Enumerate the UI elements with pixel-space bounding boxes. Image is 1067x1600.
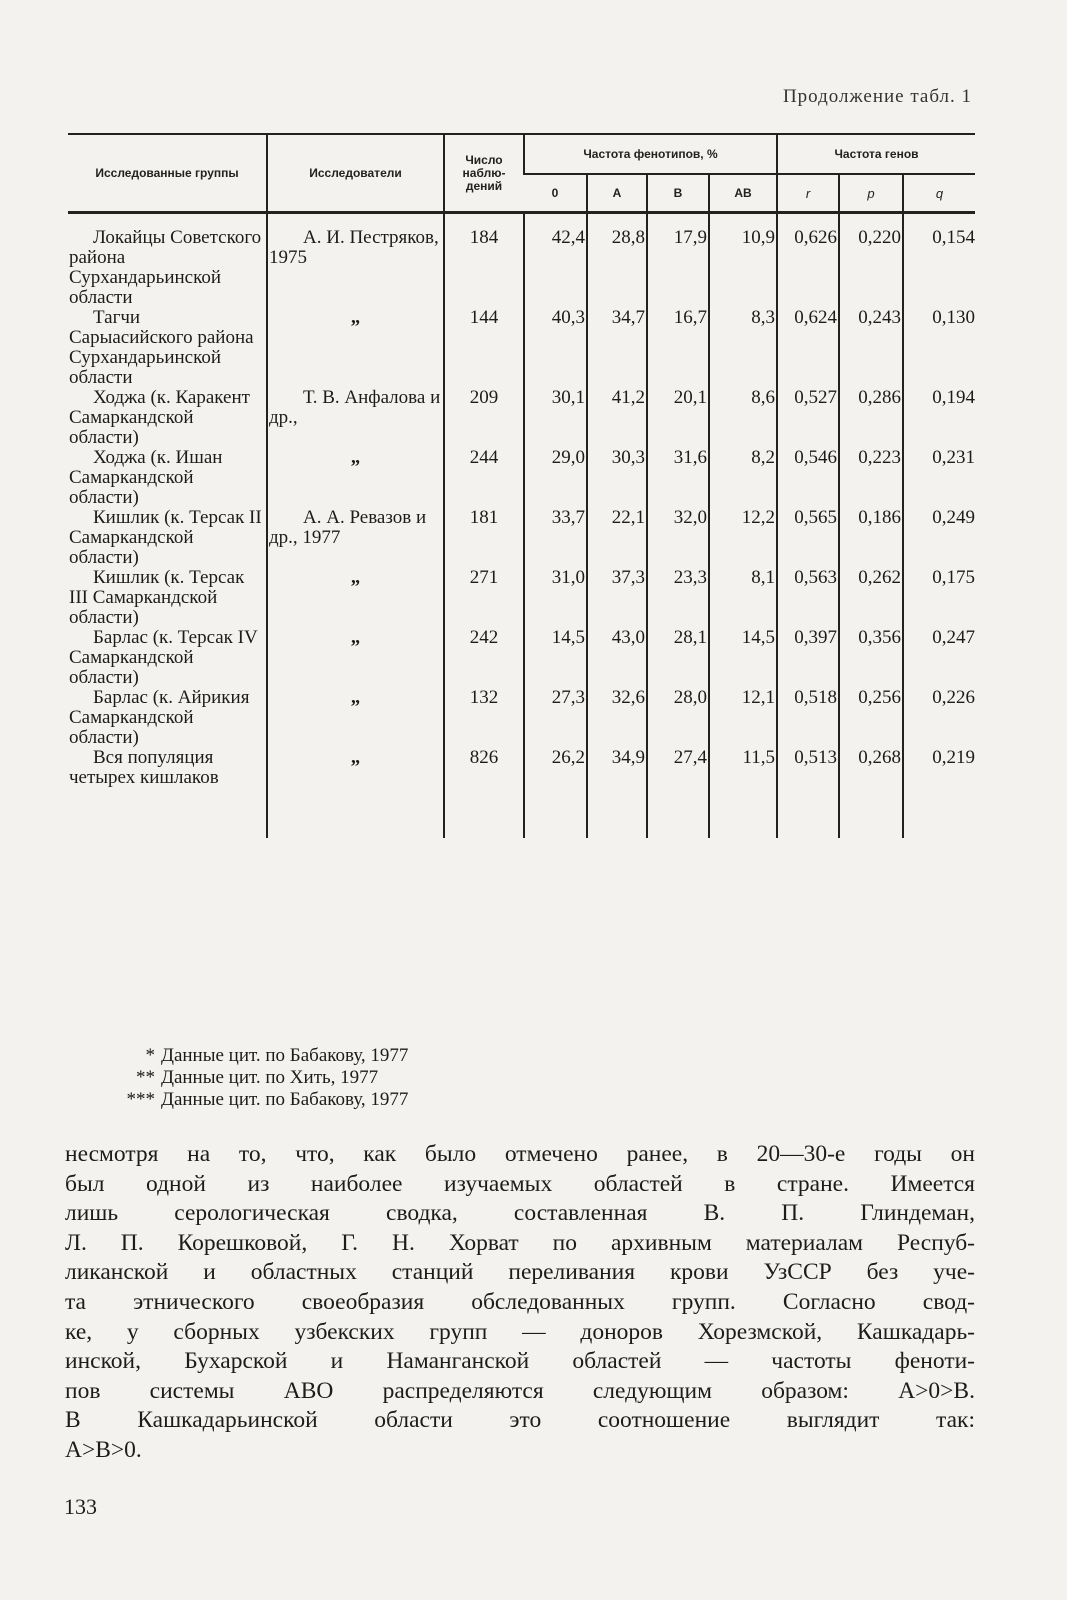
cell-fb: 17,9 (647, 213, 709, 309)
header-phenotype-0: 0 (524, 174, 587, 213)
cell-fa: 28,8 (587, 213, 647, 309)
cell-r: 0,565 (777, 508, 839, 568)
text-line: был одной из наиболее изучаемых областей в стране. Имеется (65, 1170, 975, 1197)
header-phenotype-frequency: Частота фенотипов, % (524, 134, 777, 174)
cell-count: 242 (444, 628, 524, 688)
cell-fa: 34,9 (587, 748, 647, 838)
table-row (68, 688, 975, 748)
cell-f0: 31,0 (524, 568, 587, 628)
cell-author-ditto: „ (267, 628, 444, 688)
cell-r: 0,546 (777, 448, 839, 508)
page-number: 133 (64, 1494, 97, 1519)
cell-fb: 31,6 (647, 448, 709, 508)
header-phenotype-a: А (587, 174, 647, 213)
cell-q: 0,231 (903, 448, 975, 508)
cell-f0: 40,3 (524, 308, 587, 388)
cell-p: 0,243 (839, 308, 903, 388)
cell-f0: 42,4 (524, 213, 587, 309)
cell-q: 0,194 (903, 388, 975, 448)
footnote-text: Данные цит. по Бабакову, 1977 (161, 1045, 409, 1066)
cell-p: 0,223 (839, 448, 903, 508)
cell-fa: 32,6 (587, 688, 647, 748)
cell-fab: 11,5 (709, 748, 777, 838)
cell-p: 0,186 (839, 508, 903, 568)
cell-p: 0,262 (839, 568, 903, 628)
cell-fab: 14,5 (709, 628, 777, 688)
cell-group: Кишлик (к. Терсак II Самаркандской области) (69, 507, 262, 568)
cell-q: 0,247 (903, 628, 975, 688)
cell-count: 132 (444, 688, 524, 748)
cell-group: Барлас (к. Терсак IV Самаркандской области) (69, 627, 258, 688)
table-row (68, 213, 975, 309)
table-row (68, 448, 975, 508)
footnote-text: Данные цит. по Бабакову, 1977 (161, 1089, 409, 1110)
table-row (68, 568, 975, 628)
cell-q: 0,175 (903, 568, 975, 628)
cell-q: 0,226 (903, 688, 975, 748)
cell-fa: 22,1 (587, 508, 647, 568)
cell-p: 0,268 (839, 748, 903, 838)
cell-group: Кишлик (к. Терсак III Самаркандской области) (69, 567, 245, 628)
cell-count: 144 (444, 308, 524, 388)
header-gene-q: q (903, 174, 975, 213)
cell-author-ditto: „ (267, 308, 444, 388)
cell-q: 0,154 (903, 213, 975, 309)
cell-author: А. И. Пестряков, 1975 (267, 213, 444, 309)
cell-r: 0,527 (777, 388, 839, 448)
cell-count: 271 (444, 568, 524, 628)
cell-f0: 14,5 (524, 628, 587, 688)
text-line: пов системы АВО распределяются следующим образом: А>0>В. (65, 1377, 975, 1404)
text-line: та этнического своеобразия обследованных групп. Согласно свод- (65, 1288, 975, 1315)
header-phenotype-b: В (647, 174, 709, 213)
body-paragraph (65, 1140, 975, 1466)
footnote-mark: *** (126, 1089, 155, 1110)
cell-author-ditto: „ (267, 448, 444, 508)
cell-fab: 8,1 (709, 568, 777, 628)
cell-f0: 26,2 (524, 748, 587, 838)
cell-p: 0,286 (839, 388, 903, 448)
cell-author: Т. В. Анфалова и др., (267, 388, 444, 448)
footnote-mark: ** (136, 1067, 155, 1088)
cell-author-ditto: „ (267, 568, 444, 628)
footnote-mark: * (145, 1045, 155, 1066)
cell-r: 0,397 (777, 628, 839, 688)
cell-f0: 29,0 (524, 448, 587, 508)
cell-group: Локайцы Советского района Сурхандарьинской области (69, 227, 262, 308)
cell-group: Барлас (к. Айрикия Самаркандской области) (69, 687, 250, 748)
footnote-text: Данные цит. по Хить, 1977 (161, 1067, 379, 1088)
cell-author: А. А. Ревазов и др., 1977 (267, 508, 444, 568)
cell-fb: 23,3 (647, 568, 709, 628)
cell-fa: 41,2 (587, 388, 647, 448)
blood-group-table (68, 133, 975, 838)
cell-fab: 10,9 (709, 213, 777, 309)
cell-count: 244 (444, 448, 524, 508)
table-row (68, 748, 975, 838)
cell-fa: 34,7 (587, 308, 647, 388)
cell-group: Тагчи Сарыасийского района Сурхандарьинской области (69, 307, 254, 388)
cell-fab: 12,2 (709, 508, 777, 568)
cell-r: 0,624 (777, 308, 839, 388)
cell-group: Вся популяция четырех кишлаков (69, 747, 219, 788)
cell-count: 184 (444, 213, 524, 309)
header-gene-p: p (839, 174, 903, 213)
cell-p: 0,256 (839, 688, 903, 748)
cell-f0: 30,1 (524, 388, 587, 448)
cell-fb: 28,0 (647, 688, 709, 748)
cell-q: 0,219 (903, 748, 975, 838)
text-line: несмотря на то, что, как было отмечено ранее, в 20—30-е годы он (65, 1141, 975, 1167)
cell-fa: 37,3 (587, 568, 647, 628)
cell-r: 0,513 (777, 748, 839, 838)
header-gene-frequency: Частота генов (777, 134, 975, 174)
text-line: лишь серологическая сводка, составленная В. П. Глиндеман, (65, 1200, 975, 1227)
cell-p: 0,220 (839, 213, 903, 309)
cell-count: 181 (444, 508, 524, 568)
header-phenotype-ab: АВ (709, 174, 777, 213)
cell-fa: 43,0 (587, 628, 647, 688)
cell-fb: 27,4 (647, 748, 709, 838)
cell-r: 0,563 (777, 568, 839, 628)
footnote (115, 1067, 408, 1089)
cell-f0: 33,7 (524, 508, 587, 568)
cell-fab: 8,6 (709, 388, 777, 448)
cell-fb: 20,1 (647, 388, 709, 448)
cell-r: 0,518 (777, 688, 839, 748)
table-row (68, 628, 975, 688)
cell-fb: 16,7 (647, 308, 709, 388)
cell-group: Ходжа (к. Каракент Самаркандской области) (69, 387, 250, 448)
header-authors: Исследователи (267, 134, 444, 213)
text-line: ликанской и областных станций переливания крови УзССР без уче- (65, 1259, 975, 1286)
cell-fab: 8,3 (709, 308, 777, 388)
cell-q: 0,249 (903, 508, 975, 568)
table-row (68, 508, 975, 568)
cell-count: 209 (444, 388, 524, 448)
cell-fab: 12,1 (709, 688, 777, 748)
table-continuation-label: Продолжение табл. 1 (782, 86, 972, 107)
cell-fb: 28,1 (647, 628, 709, 688)
cell-f0: 27,3 (524, 688, 587, 748)
text-line: инской, Бухарской и Наманганской областей — частоты феноти- (65, 1348, 975, 1375)
cell-q: 0,130 (903, 308, 975, 388)
cell-fa: 30,3 (587, 448, 647, 508)
cell-author-ditto: „ (267, 748, 444, 838)
text-line: В Кашкадарьинской области это соотношение выглядит так: (65, 1407, 975, 1434)
cell-author-ditto: „ (267, 688, 444, 748)
text-line: А>В>0. (65, 1436, 142, 1463)
header-groups: Исследованные группы (68, 134, 267, 213)
cell-group: Ходжа (к. Ишан Самаркандской области) (69, 447, 223, 508)
cell-fb: 32,0 (647, 508, 709, 568)
table-row (68, 388, 975, 448)
header-gene-r: r (777, 174, 839, 213)
cell-fab: 8,2 (709, 448, 777, 508)
cell-p: 0,356 (839, 628, 903, 688)
footnote (115, 1045, 408, 1067)
cell-r: 0,626 (777, 213, 839, 309)
table-footnotes (115, 1045, 408, 1111)
header-count: Число наблю- дений (444, 134, 524, 213)
text-line: ке, у сборных узбекских групп — доноров Хорезмской, Кашкадарь- (65, 1318, 975, 1345)
table-row (68, 308, 975, 388)
cell-count: 826 (444, 748, 524, 838)
text-line: Л. П. Корешковой, Г. Н. Хорват по архивным материалам Респуб- (65, 1229, 975, 1256)
footnote (115, 1089, 408, 1111)
